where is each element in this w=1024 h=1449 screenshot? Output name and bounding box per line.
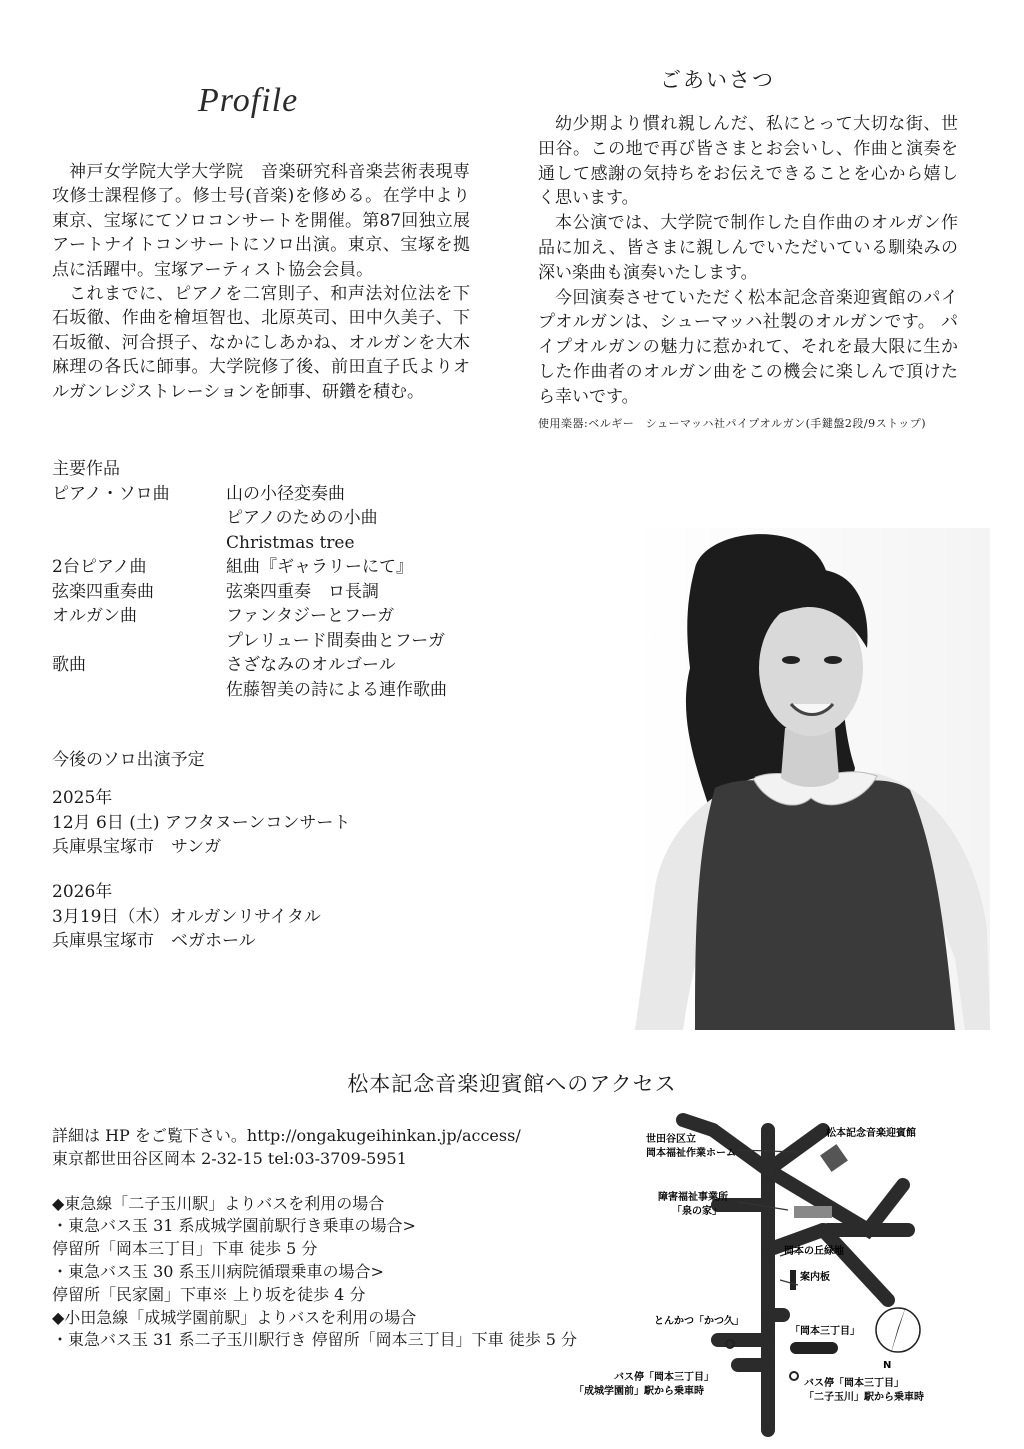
work-title: 組曲『ギャラリーにて』 [226,557,413,577]
greeting-paragraph: 幼少期より慣れ親しんだ、私にとって大切な街、世田谷。この地で再び皆さまとお会いし、作曲と演奏を通して感謝の気持ちをお伝えできることを心から嬉しく思います。 [538,114,958,209]
access-line: 停留所「民家園」下車※ 上り坂を徒歩 4 分 [52,1284,366,1304]
map-label-hill: 岡本の丘緑地 [784,1246,844,1257]
map-label-north: N [883,1360,892,1371]
map-label-katsu: とんかつ「かつ久」 [654,1316,744,1327]
event-venue: 兵庫県宝塚市 ベガホール [52,931,256,951]
map-label-home: 岡本福祉作業ホーム [646,1148,736,1159]
works-row [52,580,447,605]
map-title: 松本記念音楽迎賓館 [826,1128,916,1139]
map-label-sign: 案内板 [800,1272,830,1283]
schedule-event [52,880,321,954]
work-title: 佐藤智美の詩による連作歌曲 [226,679,447,700]
access-directions [52,1125,577,1352]
izumi-building [794,1206,832,1218]
sign-marker [790,1270,796,1290]
profile-title: Profile [198,82,299,119]
work-category [52,629,226,654]
profile-text [52,160,470,404]
event-year: 2026年 [52,882,113,902]
map-label-bus-left: 「成城学園前」駅から乗車時 [574,1386,704,1397]
greeting-title: ごあいさつ [660,68,775,92]
work-category: オルガン曲 [52,606,137,626]
work-title: 山の小径変奏曲 [226,483,345,504]
bus-stop-right-icon [790,1372,798,1380]
work-title: 弦楽四重奏 ロ長調 [226,581,379,602]
portrait-photo [635,528,990,1030]
access-title: 松本記念音楽迎賓館へのアクセス [347,1072,677,1096]
access-line: ・東急バス玉 31 系成城学園前駅行き乗車の場合> [52,1216,416,1236]
access-line: ◆小田急線「成城学園前駅」よりバスを利用の場合 [52,1307,417,1327]
works-row [52,555,447,580]
venue-marker [820,1144,848,1172]
works-row [52,629,447,654]
profile-paragraph: これまでに、ピアノを二宮則子、和声法対位法を下石坂徹、作曲を檜垣智也、北原英司、田中久美子、下石坂徹、河合摂子、なかにしあかね、オルガンを大木麻理の各氏に師事。大学院修了後、前田直子氏よりオルガンレジストレーションを師事、研鑽を積む。 [52,284,470,402]
works-section [52,457,447,702]
access-map [568,1110,1008,1440]
work-title: さざなみのオルゴール [226,655,396,675]
schedule-heading: 今後のソロ出演予定 [52,750,205,770]
work-category: 2台ピアノ曲 [52,557,147,577]
work-category: 弦楽四重奏曲 [52,581,154,602]
event-venue: 兵庫県宝塚市 サンガ [52,837,222,857]
access-line: ◆東急線「二子玉川駅」よりバスを利用の場合 [52,1193,385,1213]
greeting-paragraph: 本公演では、大学院で制作した自作曲のオルガン作品に加え、皆さまに親しんでいただいている馴染みの深い楽曲も演奏いたします。 [538,213,958,283]
works-row [52,653,447,678]
work-category: ピアノ・ソロ曲 [52,483,170,504]
work-title: Christmas tree [226,532,355,553]
greeting-text [538,112,958,410]
event-date-title: 3月19日（木）オルガンリサイタル [52,906,321,927]
access-line: 詳細は HP をご覧下さい。http://ongakugeihinkan.jp/access/ [52,1126,521,1145]
works-row [52,531,447,556]
works-heading: 主要作品 [52,459,120,479]
work-category: 歌曲 [52,655,86,675]
north-arrow-icon [876,1306,920,1356]
access-line: 停留所「岡本三丁目」下車 徒歩 5 分 [52,1239,318,1259]
event-year: 2025年 [52,788,113,808]
work-title: プレリュード間奏曲とフーガ [226,630,445,651]
access-line: 東京都世田谷区岡本 2-32-15 tel:03-3709-5951 [52,1148,407,1168]
map-label-izumi: 「泉の家」 [672,1206,722,1217]
access-line [52,1171,577,1193]
greeting-paragraph: 今回演奏させていただく松本記念音楽迎賓館のパイプオルガンは、シューマッハ社製のオルガンです。 パイプオルガンの魅力に惹かれて、それを最大限に生かした作曲者のオルガン曲をこの機会に楽しんで頂けたら幸いです。 [538,287,958,407]
work-category [52,678,226,703]
work-title: ピアノのための小曲 [226,508,378,528]
works-table [52,482,447,703]
works-row [52,604,447,629]
map-label-bus-right: 「二子玉川」駅から乗車時 [804,1392,924,1403]
work-category [52,506,226,531]
schedule-event [52,786,350,860]
profile-paragraph: 神戸女学院大学大学院 音楽研究科音楽芸術表現専攻修士課程修了。修士号(音楽)を修める。在学中より東京、宝塚にてソロコンサートを開催。第87回独立展アートナイトコンサートにソロ出演。東京、宝塚を拠点に活躍中。宝塚アーティスト協会会員。 [52,162,470,280]
works-row [52,678,447,703]
map-label-bus-right: バス停「岡本三丁目」 [804,1378,904,1389]
map-label-izumi: 障害福祉事業所 [658,1192,728,1203]
work-category [52,531,226,556]
map-label-okamoto3: 「岡本三丁目」 [790,1326,860,1337]
map-label-bus-left: バス停「岡本三丁目」 [614,1372,714,1383]
map-label-home: 世田谷区立 [646,1134,696,1145]
katsuhisa-marker [790,1342,838,1354]
event-date-title: 12月 6日 (土) アフタヌーンコンサート [52,812,351,833]
instrument-note: 使用楽器:ベルギー シューマッハ社パイプオルガン(手鍵盤2段/9ストップ) [538,417,927,430]
access-line: ・東急バス玉 31 系二子玉川駅行き 停留所「岡本三丁目」下車 徒歩 5 分 [52,1330,578,1350]
works-row [52,482,447,507]
access-line: ・東急バス玉 30 系玉川病院循環乗車の場合> [52,1261,384,1281]
work-title: ファンタジーとフーガ [226,606,395,626]
works-row [52,506,447,531]
